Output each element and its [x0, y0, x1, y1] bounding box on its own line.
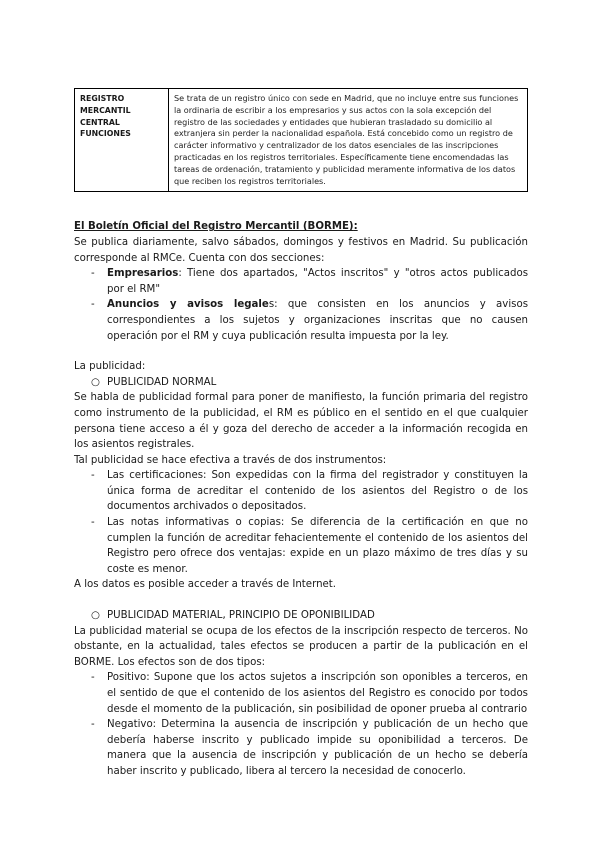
borme-title: El Boletín Oficial del Registro Mercantil (BORME): — [74, 221, 358, 233]
effects-list — [74, 670, 528, 779]
instruments-list — [74, 468, 528, 577]
borme-intro: Se publica diariamente, salvo sábados, domingos y festivos en Madrid. Su publicación corresponde al RMCe. Cuenta con dos secciones: — [74, 236, 528, 264]
table-label-cell — [75, 89, 169, 192]
list-item: - Anuncios y avisos legales: que consisten en los anuncios y avisos correspondientes a los sujetos y organizaciones inscritas que no causen operación por el RM y cuya publicación resulta impuesta por la ley. — [91, 299, 529, 342]
list-item: - Positivo: Supone que los actos sujetos a inscripción son oponibles a terceros, en el sentido de que el contenido de los asientos del Registro es conocido por todos desde el momento de la publicación, sin posibilidad de oponer prueba al contrario — [91, 672, 528, 715]
paragraph: La publicidad material se ocupa de los efectos de la inscripción respecto de terceros. No obstante, en la actualidad, tales efectos se producen a partir de la publicación en el BORME. Los efectos son de dos tipos: — [74, 625, 528, 668]
table-label-line: FUNCIONES — [80, 129, 131, 139]
list-item: - Las notas informativas o copias: Se diferencia de la certificación en que no cumplen la función de acreditar fehacientemente el contenido de los asientos del Registro pero ofrece dos ventajas: expide en un plazo máximo de tres días y su coste es menor. — [91, 517, 528, 575]
publicidad-heading: La publicidad: — [74, 361, 146, 373]
info-table — [74, 88, 528, 192]
section-heading-normal: ○ PUBLICIDAD NORMAL — [91, 376, 217, 388]
borme-sections-list — [74, 266, 528, 344]
paragraph: Se habla de publicidad formal para poner de manifiesto, la función primaria del registro como instrumento de la publicidad, el RM es público en el sentido en el que cualquier persona tiene acceso a él y goza del derecho de acceder a la información recogida en los asientos registrales. — [74, 392, 528, 451]
table-label-line: CENTRAL — [80, 117, 120, 127]
table-label-line: REGISTRO — [80, 94, 125, 103]
list-item: - Negativo: Determina la ausencia de inscripción y publicación de un hecho que debería haberse inscrito y publicado impide su oponibilidad a terceros. De manera que la ausencia de inscripción y publicación de un hecho se debería haber inscrito y publicado, libera al tercero la necesidad de conocerlo. — [91, 719, 528, 777]
section-heading-material: ○ PUBLICIDAD MATERIAL, PRINCIPIO DE OPONIBILIDAD — [91, 610, 375, 622]
list-item: - Empresarios: Tiene dos apartados, "Actos inscritos" y "otros actos publicados por el RM" — [91, 268, 528, 295]
table-text-cell: Se trata de un registro único con sede en Madrid, que no incluye entre sus funciones la ordinaria de escribir a los empresarios y sus actos con la sola excepción del registro de las sociedades y entidades que hubieran trasladado su domicilio al extranjera sin perder la nacionalidad española. Está concebido como un registro de carácter informativo y centralizador de los datos esenciales de las inscripciones practicadas en los registros territoriales. Específicamente tiene encomendadas las tareas de ordenación, tratamiento y publicidad meramente informativa de los datos que reciben los registros territoriales. — [169, 89, 528, 192]
table-row — [75, 89, 528, 192]
paragraph: Tal publicidad se hace efectiva a través de dos instrumentos: — [74, 454, 387, 466]
list-item: - Las certificaciones: Son expedidas con la firma del registrador y constituyen la única forma de acreditar el contenido de los asientos del Registro o de los documentos archivados o depositados. — [91, 470, 528, 513]
document-page — [74, 88, 528, 780]
paragraph: A los datos es posible acceder a través de Internet. — [74, 579, 337, 591]
table-label-line: MERCANTIL — [80, 105, 131, 115]
